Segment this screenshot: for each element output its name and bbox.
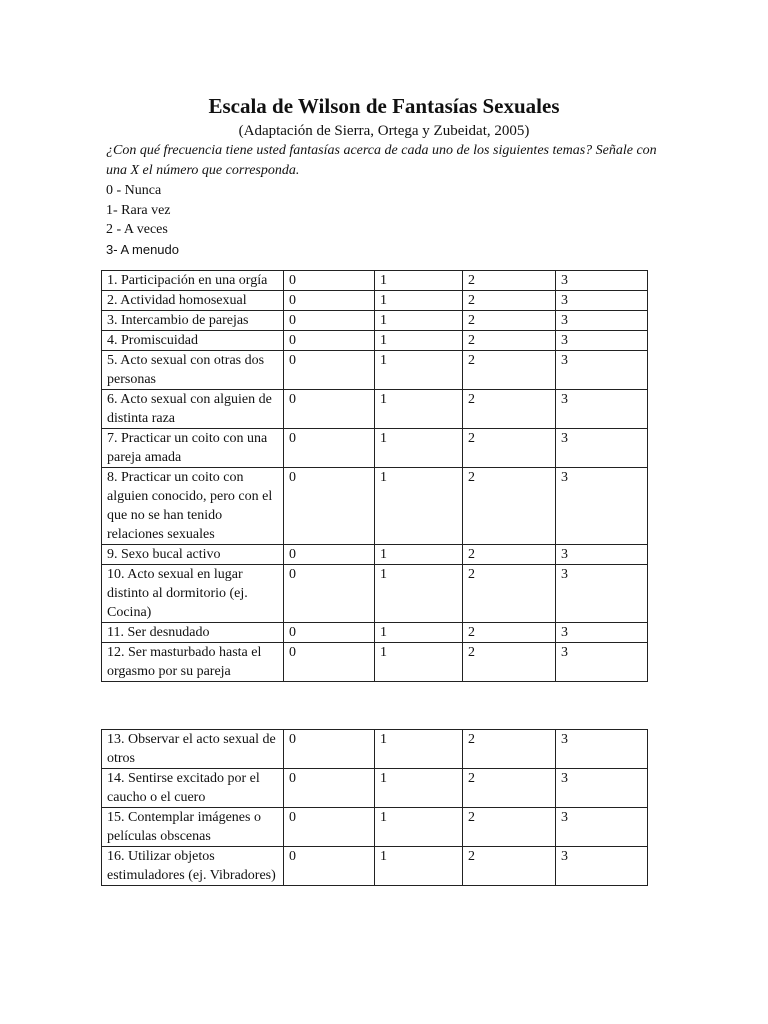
option-cell-1[interactable]: 1 (375, 351, 463, 390)
option-cell-2[interactable]: 2 (463, 271, 556, 291)
option-cell-0[interactable]: 0 (284, 291, 375, 311)
scale-item-2: 2 - A veces (106, 222, 168, 238)
item-label: 8. Practicar un coito con alguien conocido, pero con el que no se han tenido relaciones sexuales (102, 468, 284, 545)
table-row (102, 730, 648, 769)
option-cell-3[interactable]: 3 (556, 390, 648, 429)
item-label: 15. Contemplar imágenes o películas obscenas (102, 808, 284, 847)
item-label: 16. Utilizar objetos estimuladores (ej. Vibradores) (102, 847, 284, 886)
table-row (102, 623, 648, 643)
table-row (102, 545, 648, 565)
option-cell-1[interactable]: 1 (375, 847, 463, 886)
table-row (102, 808, 648, 847)
document-subtitle: (Adaptación de Sierra, Ortega y Zubeidat, 2005) (238, 123, 530, 139)
option-cell-1[interactable]: 1 (375, 331, 463, 351)
item-label: 11. Ser desnudado (102, 623, 284, 643)
option-cell-2[interactable]: 2 (463, 351, 556, 390)
option-cell-1[interactable]: 1 (375, 545, 463, 565)
fantasy-table-1 (101, 270, 648, 682)
table-row (102, 643, 648, 682)
table-row (102, 565, 648, 623)
option-cell-3[interactable]: 3 (556, 545, 648, 565)
scale-item-3: 3- A menudo (106, 241, 179, 257)
option-cell-3[interactable]: 3 (556, 271, 648, 291)
option-cell-0[interactable]: 0 (284, 565, 375, 623)
option-cell-3[interactable]: 3 (556, 623, 648, 643)
option-cell-3[interactable]: 3 (556, 565, 648, 623)
option-cell-2[interactable]: 2 (463, 429, 556, 468)
table-row (102, 331, 648, 351)
option-cell-0[interactable]: 0 (284, 847, 375, 886)
option-cell-3[interactable]: 3 (556, 291, 648, 311)
option-cell-0[interactable]: 0 (284, 331, 375, 351)
option-cell-2[interactable]: 2 (463, 468, 556, 545)
option-cell-3[interactable]: 3 (556, 311, 648, 331)
option-cell-2[interactable]: 2 (463, 730, 556, 769)
item-label: 9. Sexo bucal activo (102, 545, 284, 565)
item-label: 3. Intercambio de parejas (102, 311, 284, 331)
option-cell-2[interactable]: 2 (463, 847, 556, 886)
option-cell-0[interactable]: 0 (284, 271, 375, 291)
option-cell-2[interactable]: 2 (463, 623, 556, 643)
table-row (102, 390, 648, 429)
option-cell-3[interactable]: 3 (556, 429, 648, 468)
option-cell-0[interactable]: 0 (284, 623, 375, 643)
item-label: 10. Acto sexual en lugar distinto al dormitorio (ej. Cocina) (102, 565, 284, 623)
option-cell-1[interactable]: 1 (375, 565, 463, 623)
option-cell-1[interactable]: 1 (375, 390, 463, 429)
item-label: 14. Sentirse excitado por el caucho o el cuero (102, 769, 284, 808)
item-label: 6. Acto sexual con alguien de distinta raza (102, 390, 284, 429)
option-cell-0[interactable]: 0 (284, 311, 375, 331)
option-cell-3[interactable]: 3 (556, 769, 648, 808)
option-cell-0[interactable]: 0 (284, 643, 375, 682)
item-label: 12. Ser masturbado hasta el orgasmo por su pareja (102, 643, 284, 682)
scale-item-1: 1- Rara vez (106, 202, 171, 218)
item-label: 7. Practicar un coito con una pareja amada (102, 429, 284, 468)
option-cell-0[interactable]: 0 (284, 808, 375, 847)
item-label: 2. Actividad homosexual (102, 291, 284, 311)
item-label: 1. Participación en una orgía (102, 271, 284, 291)
option-cell-1[interactable]: 1 (375, 291, 463, 311)
document-title: Escala de Wilson de Fantasías Sexuales (208, 94, 560, 118)
table-row (102, 311, 648, 331)
option-cell-0[interactable]: 0 (284, 351, 375, 390)
scale-item-0: 0 - Nunca (106, 183, 162, 198)
table-row (102, 468, 648, 545)
option-cell-2[interactable]: 2 (463, 769, 556, 808)
option-cell-1[interactable]: 1 (375, 730, 463, 769)
table-row (102, 291, 648, 311)
option-cell-3[interactable]: 3 (556, 351, 648, 390)
item-label: 5. Acto sexual con otras dos personas (102, 351, 284, 390)
option-cell-2[interactable]: 2 (463, 311, 556, 331)
option-cell-0[interactable]: 0 (284, 769, 375, 808)
table-row (102, 847, 648, 886)
table-row (102, 351, 648, 390)
item-label: 13. Observar el acto sexual de otros (102, 730, 284, 769)
option-cell-1[interactable]: 1 (375, 429, 463, 468)
option-cell-1[interactable]: 1 (375, 623, 463, 643)
option-cell-1[interactable]: 1 (375, 808, 463, 847)
option-cell-3[interactable]: 3 (556, 847, 648, 886)
option-cell-0[interactable]: 0 (284, 730, 375, 769)
option-cell-2[interactable]: 2 (463, 565, 556, 623)
table-row (102, 769, 648, 808)
option-cell-1[interactable]: 1 (375, 271, 463, 291)
instruction-question: ¿Con qué frecuencia tiene usted fantasías acerca de cada uno de los siguientes temas? Señale con una X el número que corresponda. (106, 143, 657, 178)
option-cell-0[interactable]: 0 (284, 390, 375, 429)
option-cell-3[interactable]: 3 (556, 331, 648, 351)
response-scale (106, 181, 179, 259)
option-cell-2[interactable]: 2 (463, 808, 556, 847)
option-cell-2[interactable]: 2 (463, 545, 556, 565)
table-row (102, 271, 648, 291)
option-cell-2[interactable]: 2 (463, 390, 556, 429)
option-cell-3[interactable]: 3 (556, 808, 648, 847)
option-cell-3[interactable]: 3 (556, 643, 648, 682)
item-label: 4. Promiscuidad (102, 331, 284, 351)
option-cell-2[interactable]: 2 (463, 331, 556, 351)
option-cell-1[interactable]: 1 (375, 643, 463, 682)
option-cell-1[interactable]: 1 (375, 311, 463, 331)
option-cell-2[interactable]: 2 (463, 291, 556, 311)
option-cell-1[interactable]: 1 (375, 468, 463, 545)
option-cell-3[interactable]: 3 (556, 468, 648, 545)
option-cell-0[interactable]: 0 (284, 545, 375, 565)
option-cell-2[interactable]: 2 (463, 643, 556, 682)
option-cell-0[interactable]: 0 (284, 429, 375, 468)
option-cell-1[interactable]: 1 (375, 769, 463, 808)
option-cell-3[interactable]: 3 (556, 730, 648, 769)
option-cell-0[interactable]: 0 (284, 468, 375, 545)
table-row (102, 429, 648, 468)
fantasy-table-2 (101, 729, 648, 886)
